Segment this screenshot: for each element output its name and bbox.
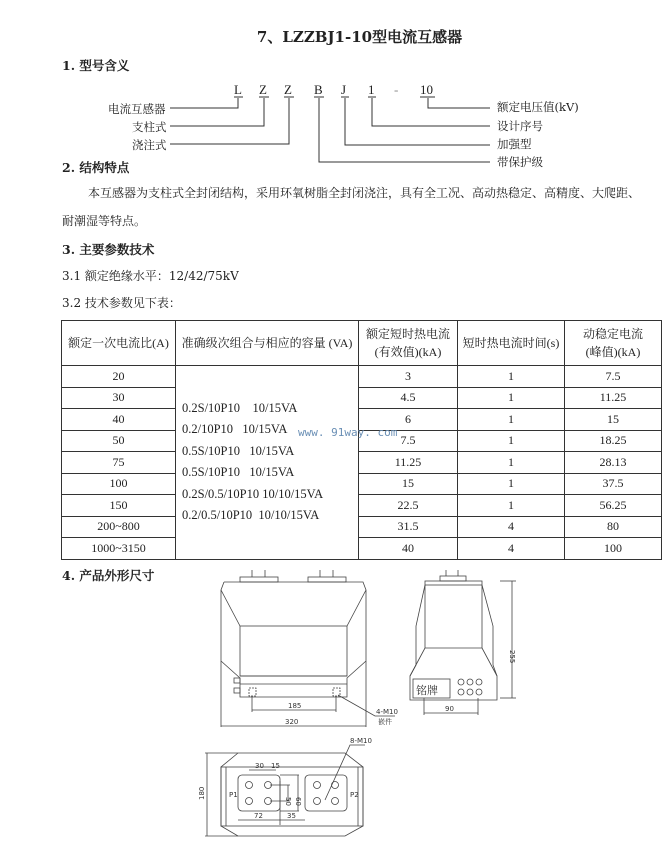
dim-label: 4-M10 [376,708,398,716]
cell-ratio: 40 [62,409,176,431]
front-view [221,570,395,727]
col-header-ratio: 额定一次电流比(A) [62,321,176,366]
dim-label: 8-M10 [350,737,372,745]
dim-label: 320 [285,718,299,726]
cell-dynamic-current: 100 [565,538,662,560]
col-header-accuracy: 准确级次组合与相应的容量 (VA) [176,321,359,366]
description-line: 本互感器为支柱式全封闭结构，采用环氧树脂全封闭浇注，具有全工况、高动热稳定、高精度、大爬距、 [88,186,641,200]
cell-ratio: 1000~3150 [62,538,176,560]
code-label-right: 带保护级 [497,155,543,169]
code-letter: Z [284,82,292,97]
insulation-level: 3.1 额定绝缘水平：12/42/75kV [62,269,239,283]
cell-ratio: 75 [62,452,176,474]
dim-label: 255 [508,650,516,664]
cell-thermal-time: 1 [458,430,565,452]
code-letter: 1 [368,82,375,97]
code-letter: B [314,82,323,97]
cell-dynamic-current: 37.5 [565,473,662,495]
cell-dynamic-current: 18.25 [565,430,662,452]
cell-dynamic-current: 28.13 [565,452,662,474]
dim-label: 50 [284,797,292,806]
terminal-label: P1 [229,791,238,799]
cell-dynamic-current: 11.25 [565,387,662,409]
cell-dynamic-current: 7.5 [565,366,662,388]
description-line: 耐潮湿等特点。 [62,214,147,228]
dim-label: 90 [445,705,454,713]
accuracy-line: 0.2/10P10 10/15VA [182,422,288,437]
table-caption: 3.2 技术参数见下表： [62,296,181,310]
section-heading-model: 1. 型号含义 [62,58,130,73]
col-header-thermal-time: 短时热电流时间(s) [458,321,565,366]
header-line: 动稳定电流 [582,327,643,341]
dim-label: 180 [198,786,206,800]
accuracy-line: 0.5S/10P10 10/15VA [182,443,295,458]
accuracy-line: 0.5S/10P10 10/15VA [182,465,295,480]
cell-thermal-time: 4 [458,538,565,560]
dim-label: 185 [288,702,302,710]
code-letter: - [394,82,399,97]
dim-label: 嵌件 [378,718,392,726]
cell-ratio: 100 [62,473,176,495]
cell-ratio: 50 [62,430,176,452]
cell-thermal-current: 40 [359,538,458,560]
code-label-left: 支柱式 [132,120,167,134]
code-letter: 10 [420,82,433,97]
nameplate-label: 铭牌 [416,684,438,697]
accuracy-line: 0.2S/10P10 10/15VA [182,400,298,415]
code-label-left: 浇注式 [132,138,167,152]
dim-label: 15 [271,762,280,770]
cell-thermal-current: 15 [359,473,458,495]
watermark: www. 91way. com [298,426,398,439]
cell-dynamic-current: 56.25 [565,495,662,517]
dim-label: 30 [255,762,264,770]
cell-ratio: 200~800 [62,516,176,538]
cell-thermal-time: 1 [458,452,565,474]
cell-thermal-current: 22.5 [359,495,458,517]
cell-thermal-time: 1 [458,473,565,495]
code-label-right: 加强型 [497,137,532,151]
cell-ratio: 150 [62,495,176,517]
code-label-left: 电流互感器 [108,102,166,116]
cell-thermal-time: 1 [458,495,565,517]
cell-dynamic-current: 80 [565,516,662,538]
header-line: 额定短时热电流 [365,327,450,341]
cell-thermal-current: 7.5 [359,430,458,452]
cell-thermal-time: 1 [458,366,565,388]
cell-thermal-current: 31.5 [359,516,458,538]
cell-thermal-current: 11.25 [359,452,458,474]
code-letter: J [341,82,347,97]
cell-thermal-current: 6 [359,409,458,431]
dim-label: 72 [254,812,263,820]
cell-ratio: 20 [62,366,176,388]
section-heading-structure: 2. 结构特点 [62,160,130,175]
dim-label: 60 [294,797,302,806]
section-heading-dimensions: 4. 产品外形尺寸 [62,568,155,583]
code-label-right: 设计序号 [497,119,543,133]
header-line: (有效值)(kA) [374,345,442,359]
cell-thermal-current: 3 [359,366,458,388]
cell-thermal-time: 1 [458,387,565,409]
accuracy-line: 0.2S/0.5/10P10 10/10/15VA [182,486,324,501]
accuracy-line: 0.2/0.5/10P10 10/10/15VA [182,508,320,523]
section-heading-params: 3. 主要参数技术 [62,242,155,257]
code-letter: Z [259,82,267,97]
code-letter: L [234,82,242,97]
code-label-right: 额定电压值(kV) [497,100,579,114]
cell-thermal-time: 4 [458,516,565,538]
header-line: (峰值)(kA) [585,345,641,359]
page-title: 7、LZZBJ1-10型电流互感器 [256,28,463,46]
terminal-label: P2 [350,791,359,799]
cell-dynamic-current: 15 [565,409,662,431]
cell-ratio: 30 [62,387,176,409]
cell-thermal-time: 1 [458,409,565,431]
cell-thermal-current: 4.5 [359,387,458,409]
dim-label: 35 [287,812,296,820]
